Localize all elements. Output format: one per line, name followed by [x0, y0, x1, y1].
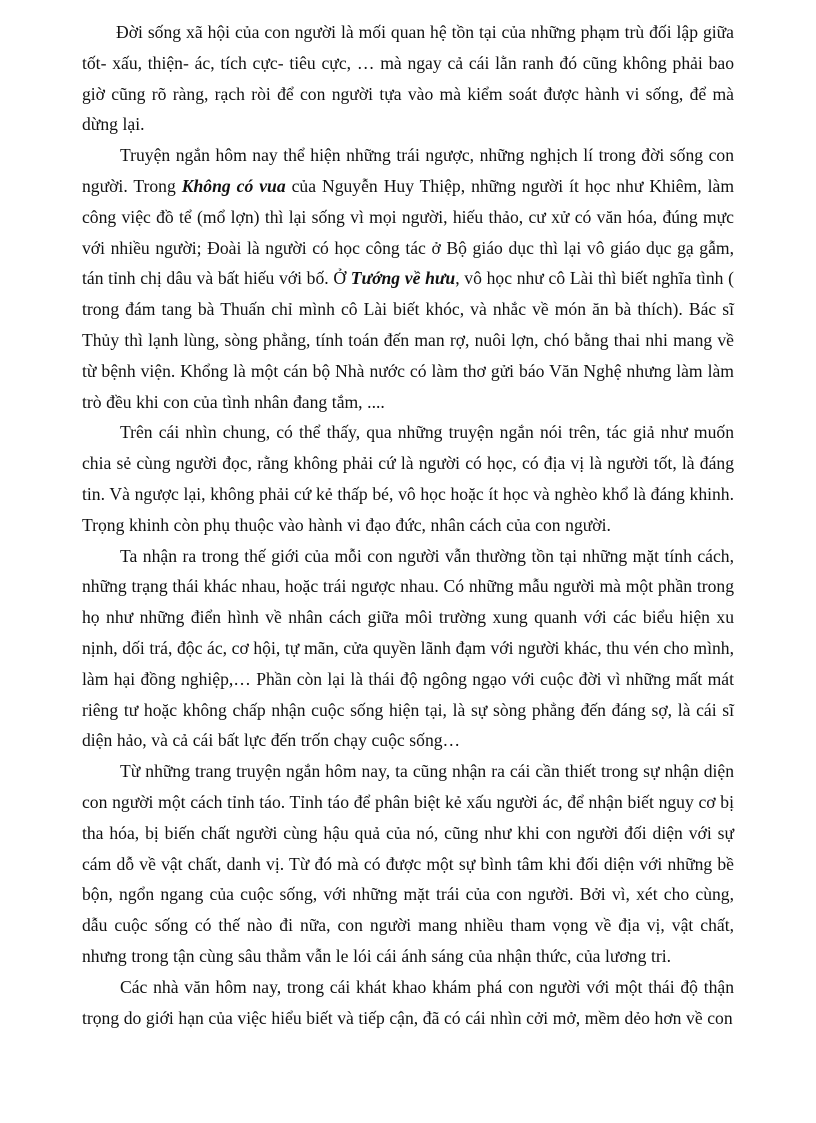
- paragraph-1-text: Đời sống xã hội của con người là mối quan hệ tồn tại của những phạm trù đối lập giữa tốt- xấu, thiện- ác, tích cực- tiêu cực, … mà ngay cả cái lằn ranh đó cũng không phải bao giờ cũng rõ ràng, rạch ròi để con người tựa vào mà kiểm soát được hành vi sống, để mà dừng lại.: [82, 22, 734, 135]
- paragraph-2-text-a: Truyện ngắn hôm nay thể hiện những trái ngược, những nghịch lí trong đời sống con người. Trong: [82, 145, 734, 196]
- paragraph-4-text: Ta nhận ra trong thế giới của mỗi con người vẫn thường tồn tại những mặt tính cách, những trạng thái khác nhau, hoặc trái ngược nhau. Có những mẫu người mà một phần trong họ như những điển hình về nhân cách giữa môi trường xung quanh với các biểu hiện xu nịnh, dối trá, độc ác, cơ hội, tự mãn, cửa quyền lãnh đạm với người khác, thu vén cho mình, làm hại đồng nghiệp,… Phần còn lại là thái độ ngông ngạo với cuộc đời vì những mất mát riêng tư hoặc không chấp nhận cuộc sống hiện tại, là sự sòng phẳng đến đáng sợ, là cái sĩ diện hảo, và cả cái bất lực đến trốn chạy cuộc sống…: [82, 545, 734, 751]
- paragraph-2-text-c: , vô học như cô Lài thì biết nghĩa tình ( trong đám tang bà Thuấn chỉ mình cô Lài biết khóc, và nhắc về món ăn bà thích). Bác sĩ Thủy thì lạnh lùng, sòng phẳng, tính toán đến man rợ, nuôi lợn, chó bằng thai nhi mang về từ bệnh viện. Khổng là một cán bộ Nhà nước có làm thơ gửi báo Văn Nghệ nhưng làm làm trò đều khi con của tình nhân đang tắm, ....: [82, 268, 734, 412]
- paragraph-5: [82, 756, 734, 972]
- paragraph-6: [82, 972, 734, 1034]
- paragraph-2-text-b: của Nguyễn Huy Thiệp, những người ít học như Khiêm, làm công việc đồ tể (mổ lợn) thì lại sống vì mọi người, hiếu thảo, cư xử có văn hóa, đúng mực với nhiều người; Đoài là người có học công tác ở Bộ giáo dục thì lại vô giáo dục gạ gẫm, tán tỉnh chị dâu và bất hiếu với bố. Ở: [82, 175, 734, 289]
- body-text: [82, 17, 734, 1033]
- paragraph-3: [82, 417, 734, 540]
- paragraph-5-text: Từ những trang truyện ngắn hôm nay, ta cũng nhận ra cái cần thiết trong sự nhận diện con người một cách tỉnh táo. Tỉnh táo để phân biệt kẻ xấu người ác, để nhận biết nguy cơ bị tha hóa, bị biến chất người cùng hậu quả của nó, cũng như khi con người đối diện với sự cám dỗ về vật chất, danh vị. Từ đó mà có được một sự bình tâm khi đối diện với những bề bộn, ngổn ngang của cuộc sống, với những mặt trái của con người. Bởi vì, xét cho cùng, dẫu cuộc sống có thế nào đi nữa, con người mang nhiều tham vọng về địa vị, vật chất, nhưng trong tận cùng sâu thẳm vẫn le lói cái ánh sáng của nhận thức, của lương tri.: [82, 761, 734, 966]
- paragraph-2: [82, 140, 734, 417]
- paragraph-3-text: Trên cái nhìn chung, có thể thấy, qua những truyện ngắn nói trên, tác giả như muốn chia sẻ cùng người đọc, rằng không phải cứ là người có học, có địa vị là người tốt, là đáng tin. Và ngược lại, không phải cứ kẻ thấp bé, vô học hoặc ít học và nghèo khổ là đáng khinh. Trọng khinh còn phụ thuộc vào hành vi đạo đức, nhân cách của con người.: [82, 422, 734, 535]
- story-title-khong-co-vua: Không có vua: [181, 175, 286, 196]
- paragraph-6-text: Các nhà văn hôm nay, trong cái khát khao khám phá con người với một thái độ thận trọng do giới hạn của việc hiểu biết và tiếp cận, đã có cái nhìn cởi mở, mềm dẻo hơn về con: [82, 976, 734, 1028]
- paragraph-4: [82, 541, 734, 757]
- paragraph-1: [82, 17, 734, 140]
- story-title-tuong-ve-huu: Tướng về hưu: [350, 268, 456, 289]
